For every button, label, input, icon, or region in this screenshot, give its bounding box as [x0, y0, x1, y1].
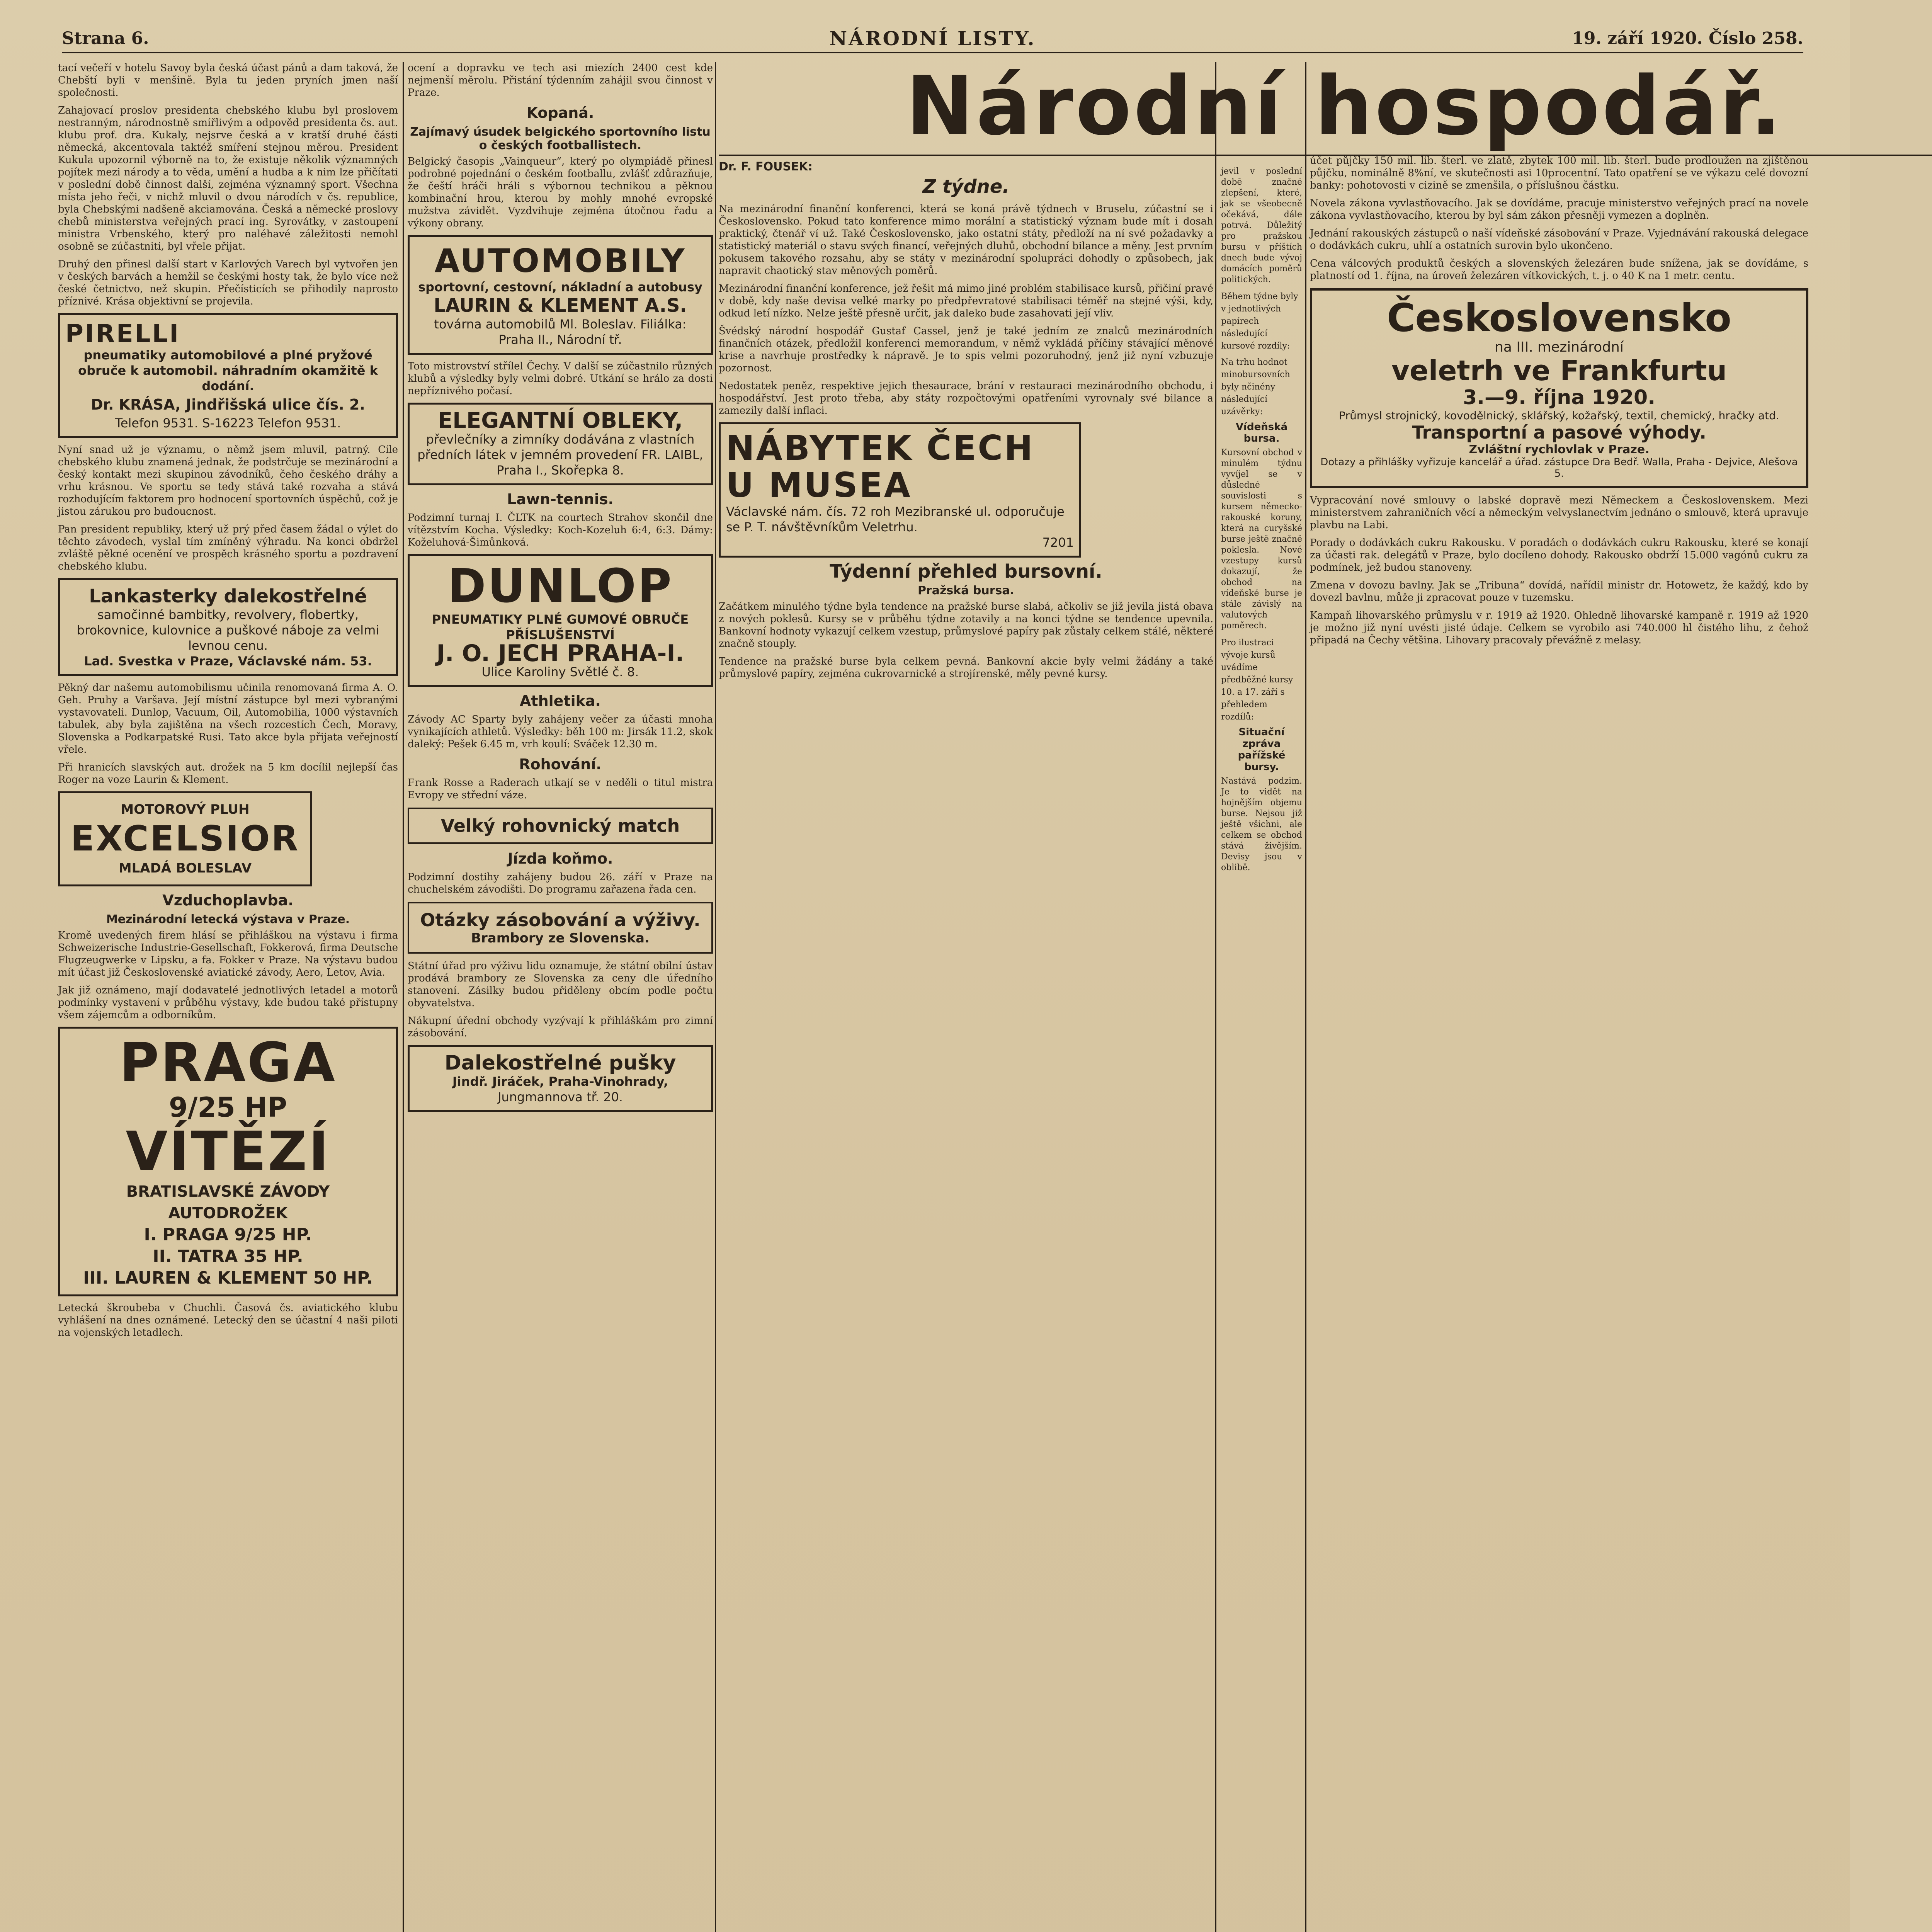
ad-sub: 9/25 HP [169, 1092, 287, 1123]
article-text: Kampaň lihovarského průmyslu v r. 1919 až 1920. Ohledně lihovarské kampaně r. 1919 až 1920 je možno již nyní uvésti jisté údaje. Celkem se vyrobilo asi 740.000 hl čistého lihu, z čehož připadá na Čechy většina. Lihovary pracovaly převážně z melasy. [1310, 610, 1808, 646]
article-text: Porady o dodávkách cukru Rakousku. V poradách o dodávkách cukru Rakousku, které se konají za účasti rak. delegátů v Praze, bylo docíleno dohody. Rakousko obdrží 15.000 vagónů cukru za podmínek, jež budou stanoveny. [1310, 537, 1808, 573]
section-heading: Situační zpráva pařížské bursy. [1238, 726, 1286, 773]
ad-brand: AUTOMOBILY [434, 242, 686, 280]
article-text: Kromě uvedených firem hlásí se přihláškou na výstavu i firma Schweizerische Industrie-Gesellschaft, Fokkerová, firma Deutsche Flugzeugwerke v Lipsku, a fa. Fokker v Praze. Na výstavu budou mít účast již Československé aviatické závody, Aero, Letov, Avia. [58, 930, 398, 978]
section-subheading: Mezinárodní letecká výstava v Praze. [106, 913, 350, 926]
column-rule [715, 62, 716, 1932]
article-text: účet půjčky 150 mil. lib. šterl. ve zlatě, zbytek 100 mil. lib. šterl. bude prodloužen na zjištěnou půjčku, nominálně 8%ní, ve skutečnosti asi 10procentní. Tato opatření se ve výkazu celé dovozní banky: pohotovosti v cizině se zmenšila, o příslušnou částku. [1310, 155, 1808, 191]
ad-sub: na III. mezinárodní [1495, 339, 1624, 355]
ad-title: pneumatiky automobilové a plné pryžové obruče k automobil. náhradním okamžitě k dodání. [78, 348, 378, 393]
article-text: Zahajovací proslov presidenta chebského klubu byl proslovem nestranným, národnostně smířlivým a odpověd presidenta čs. aut. klubu prof. dra. Kukaly, nejsrve česká a v kratší druhé části německá, akcentovala taktéž smíření stejnou měrou. President Kukula upozornil výborně na to, že existuje několik významných pojítek mezi národy a to věda, umění a hudba a k nim lze přičítati v poslední době činnost další, zejména významný sport. Všechna místa jeho řeči, v nichž mluvil o dvou národích v čs. republice, byla Chebskými nadšeně akciamována. Česká a německé proslovy chebů ministerstva veřejných prací ing. Syrovátky, v zastoupení ministra Vrbenského, který pro naléhavé záležitosti nemohl osobně se zúčastniti, byl vřele přijat. [58, 105, 398, 252]
article-text: Cena válcových produktů českých a slovenských železáren bude snížena, jak se dovídáme, s platností od 1. října, na úroveň železáren vítkovických, t. j. o 40 K na 1 metr. centu. [1310, 258, 1808, 282]
ad-contact: Dr. KRÁSA, Jindřišská ulice čís. 2. [91, 396, 365, 413]
article-text: Mezinárodní finanční konference, jež řešit má mimo jiné problém stabilisace kursů, přičiní pravé v době, kdy naše devisa velké marky po předpřevratové stabilisaci téměř na stejné výši, kdy, odkud letí nízko. Nelze ještě přesně určit, jak daleko bude zasahovati její vliv. [719, 283, 1213, 319]
ad-sub: sportovní, cestovní, nákladní a autobusy [418, 280, 702, 294]
article-text: Tendence na pražské burse byla celkem pevná. Bankovní akcie byly velmi žádány a také průmyslové papíry, zejména cukrovarnické a strojírenské, měly pevné kursy. [719, 656, 1213, 680]
article-text: Frank Rosse a Raderach utkají se v neděli o titul mistra Evropy ve střední váze. [408, 777, 713, 801]
ad-line: Transportní a pasové výhody. [1412, 422, 1706, 443]
article-text: Druhý den přinesl další start v Karlových Varech byl vytvořen jen v českých barvách a hemžil se českými hosty tak, že bylo více než české četnictvo, než skupin. Přečísticích se přihodily naprosto příznivé. Krása objektivní se projevila. [58, 259, 398, 307]
article-text: Podzimní dostihy zahájeny budou 26. září v Praze na chuchelském závodišti. Do programu zařazena řada cen. [408, 871, 713, 895]
ad-text: Václavské nám. čís. 72 roh Mezibranské ul. odporučuje se P. T. návštěvníkům Veletrhu. [726, 504, 1065, 534]
table-heading: Pro ilustraci vývoje kursů uvádíme předběžné kursy 10. a 17. září s přehledem rozdílů: [1221, 638, 1293, 722]
ad-brand: PIRELLI [65, 320, 180, 348]
ad-address: Ulice Karoliny Světlé č. 8. [481, 665, 639, 679]
ad-line: Zvláštní rychlovlak v Praze. [1469, 443, 1650, 456]
article-text: Toto mistrovství střílel Čechy. V další se zúčastnilo různých klubů a výsledky byly velmi dobré. Utkání se hrálo za dosti nepříznivého počasí. [408, 361, 713, 397]
article-title: Z týdne. [922, 176, 1010, 197]
box-title: Otázky zásobování a výživy. [420, 910, 701, 930]
lankasterky-advertisement [58, 578, 398, 676]
article-text: Jednání rakouských zástupců o naší vídeňské zásobování v Praze. Vyjednávání rakouská delegace o dodávkách cukru, uhlí a ostatních surovin bylo ukončeno. [1310, 228, 1808, 252]
dunlop-advertisement [408, 554, 713, 687]
ad-line: BRATISLAVSKÉ ZÁVODY AUTODROŽEK [126, 1183, 330, 1222]
section-banner: Národní hospodář. [719, 62, 1932, 156]
column-5 [1310, 155, 1808, 1932]
pusky-advertisement [408, 1045, 713, 1112]
ad-result: I. PRAGA 9/25 HP. [144, 1225, 312, 1245]
ad-title: Lankasterky dalekostřelné [89, 585, 367, 607]
ad-result: II. TATRA 35 HP. [153, 1247, 303, 1266]
ad-firm: Jindř. Jiráček, Praha-Vinohrady, [452, 1074, 668, 1089]
section-heading: Rohování. [519, 756, 602, 773]
article-text: Závody AC Sparty byly zahájeny večer za účasti mnoha vynikajících athletů. Výsledky: běh 100 m: Jirsák 11.2, skok daleký: Pešek 6.45 m, vrh koulí: Sváček 12.30 m. [408, 714, 713, 750]
ad-headline: VÍTĚZÍ [126, 1120, 330, 1183]
ad-brand: NÁBYTEK ČECH U MUSEA [726, 428, 1034, 505]
box-title: Velký rohovnický match [440, 815, 680, 836]
article-text: Pan president republiky, který už prý před časem žádal o výlet do těchto závodech, vyslal tím zmíněný výhradu. Na konci obdržel zvláště pěkné ocenění ve prospěch krásného sportu a pozdravení chebského klubu. [58, 524, 398, 572]
article-text: Belgický časopis „Vainqueur“, který po olympiádě přinesl podrobné pojednání o českém footballu, zvlášť zdůrazňuje, že čeští hráči hráli s výbornou technikou a pěknou kombinační hrou, kterou by mohly mnohé evropské mužstva závidět. Vyzdvihuje zejména útočnou řadu a výkony obrany. [408, 156, 713, 229]
table-heading: Na trhu hodnot minobursovních byly nčinény následující uzávěrky: [1221, 357, 1290, 417]
article-text: Podzimní turnaj I. ČLTK na courtech Strahov skončil dne vítězstvím Kocha. Výsledky: Koch-Kozeluh 6:4, 6:3. Dámy: Koželuhová-Šimůnková. [408, 512, 713, 548]
ad-firm: J. O. JECH PRAHA-I. [436, 640, 684, 667]
page-header [62, 25, 1803, 53]
frankfurt-fair-advertisement [1310, 288, 1808, 488]
ad-title: veletrh ve Frankfurtu [1391, 354, 1727, 387]
box-sub: Brambory ze Slovenska. [471, 930, 650, 946]
ad-brand: EXCELSIOR [70, 818, 300, 859]
pirelli-advertisement [58, 313, 398, 438]
section-heading: Athletika. [520, 692, 601, 709]
article-text: Jak již oznámeno, mají dodavatelé jednotlivých letadel a motorů podmínky vystavení v průběhu výstavy, kde budou také přístupny všem zájemcům a odborníkům. [58, 985, 398, 1021]
ad-title: ELEGANTNÍ OBLEKY, [438, 408, 683, 433]
section-heading: Kopaná. [526, 104, 594, 121]
column-4 [1221, 166, 1302, 1932]
article-text: Letecká škroubeba v Chuchli. Časová čs. aviatického klubu vyhlášení na dnes oznámené. Letecký den se účastní 4 naši piloti na vojenských letadlech. [58, 1302, 398, 1338]
obleky-advertisement [408, 403, 713, 485]
ad-text: samočinné bambitky, revolvery, flobertky, brokovnice, kulovnice a puškové náboje za velmi levnou cenu. [77, 607, 379, 653]
article-text: Nyní snad už je významu, o němž jsem mluvil, patrný. Cíle chebského klubu znamená jednak, že podstrčuje se mezinárodní a český kontakt mezi skupinou závodníků, čeho českého dráhy a vrhu krásnou. Ve sportu se tedy stává také rozvaha a stává rozhodujícím faktorem pro hodnocení sportovních úspěchů, což je jistou zárukou pro budoucnost. [58, 444, 398, 517]
column-rule [1215, 62, 1216, 1932]
ad-text: převlečníky a zimníky dodávána z vlastních předních látek v jemném provedení FR. LAIBL, Praha I., Skořepka 8. [417, 432, 703, 478]
rohovnicky-match-box [408, 808, 713, 844]
article-text: Novela zákona vyvlastňovacího. Jak se dovídáme, pracuje ministerstvo veřejných prací na novele zákona vyvlastňovacího, kterou by byl sám zákon přesněji vymezen a doplněn. [1310, 197, 1808, 221]
ad-line: MLADÁ BOLESLAV [118, 861, 252, 876]
ad-sub: PNEUMATIKY PLNÉ GUMOVÉ OBRUČE PŘÍSLUŠENSTVÍ [432, 612, 689, 642]
section-heading: Vídeňská bursa. [1235, 421, 1288, 444]
ad-headline: Československo [1387, 295, 1731, 340]
ad-title: Dalekostřelné pušky [444, 1051, 676, 1075]
ad-brand: DUNLOP [447, 560, 673, 613]
ad-text: Průmysl strojnický, kovodělnický, sklářský, kožařský, textil, chemický, hračky atd. [1339, 409, 1779, 422]
ad-line: MOTOROVÝ PLUH [121, 802, 250, 817]
section-subheading: Pražská bursa. [917, 584, 1015, 597]
article-text: Nákupní úřední obchody vyzývají k přihláškám pro zimní zásobování. [408, 1015, 713, 1039]
article-text: Při hranicích slavských aut. drožek na 5 km docílil nejlepší čas Roger na voze Laurin & Klement. [58, 762, 398, 786]
ad-dates: 3.—9. října 1920. [1463, 386, 1655, 409]
section-heading: Jízda koňmo. [507, 850, 613, 867]
ad-phone: Telefon 9531. S-16223 Telefon 9531. [115, 416, 341, 430]
article-text: Nedostatek peněz, respektive jejich thesaurace, brání v restauraci mezinárodního obchodu, i hospodářství. Jest proto třeba, aby státy rozpočtovými opatřeními vyrovnaly své bilance a zamezily další inflaci. [719, 380, 1213, 417]
article-text: Zmena v dovozu bavlny. Jak se „Tribuna“ dovídá, nařídil ministr dr. Hotowetz, že každý, kdo by dovezl bavlnu, může ji zpracovat pouze v tuzemsku. [1310, 580, 1808, 604]
article-text: jevil v poslední době značné zlepšení, které, jak se všeobecně očekává, dále potrvá. Důležitý pro pražskou bursu v příštích dnech bude vývoj domácích poměrů politických. [1221, 167, 1302, 284]
article-text: Nastává podzim. Je to vidět na hojnějším objemu burse. Nejsou již ještě všichni, ale celkem se obchod stává živějším. Devisy jsou v oblibě. [1221, 776, 1302, 872]
column-rule [403, 62, 404, 1932]
section-subheading: Zajímavý úsudek belgického sportovního listu o českých footballistech. [410, 125, 711, 152]
article-text: Pěkný dar našemu automobilismu učinila renomovaná firma A. O. Geh. Pruhy a Varšava. Její místní zástupce byl mezi vybranými vystavovateli. Dunlop, Vacuum, Oil, Automobilia, 1000 výstavních tabulek, aby byla zajištěna na všech rozcestích Čech, Moravy, Slovenska a Podkarpatské Rusi. Tato akce byla přijata veřejností vřele. [58, 682, 398, 755]
column-1 [58, 62, 398, 1932]
ad-firm: LAURIN & KLEMENT A.S. [434, 295, 687, 316]
article-text: Švédský národní hospodář Gustaf Cassel, jenž je také jedním ze znalců mezinárodních finančních otázek, předložil konferenci memorandum, v němž vykládá příčiny stávající měnové krise a navrhuje prostředky k nápravě. Je to spis velmi pozoruhodný, jenž již nyní vzbuzuje pozornost. [719, 325, 1213, 374]
article-text: Státní úřad pro výživu lidu oznamuje, že státní obilní ústav prodává brambory ze Slovenska za ceny dle úředního stanovení. Zásilky budou přiděleny obcím podle počtu obyvatelstva. [408, 960, 713, 1009]
masthead-title: NÁRODNÍ LISTY. [829, 27, 1036, 50]
page-number: Strana 6. [62, 29, 149, 48]
table-heading: Během týdne byly v jednotlivých papírech následující kursové rozdíly: [1221, 292, 1298, 351]
ad-contact: Lad. Svestka v Praze, Václavské nám. 53. [84, 654, 372, 668]
zasobovani-box [408, 902, 713, 954]
article-text: Začátkem minulého týdne byla tendence na pražské burse slabá, ačkoliv se již jevila jistá obava z nových poklesů. Kursy se v průběhu týdne zotavily a na konci týdne se tendence upevnila. Bankovní hodnoty vykazují celkem vzestup, průmyslové papíry pak zůstaly celkem stálé, některé značně stouply. [719, 601, 1213, 650]
column-2 [408, 62, 713, 1932]
article-text: ocení a dopravku ve tech asi miezích 2400 cest kde nejmenší měrolu. Přistání týdenním zahájil svou činnost v Praze. [408, 62, 713, 99]
ad-address: továrna automobilů Ml. Boleslav. Filiálka: Praha II., Národní tř. [434, 317, 687, 347]
ad-address: Jungmannova tř. 20. [498, 1090, 623, 1104]
ad-brand: PRAGA [119, 1031, 337, 1094]
praga-advertisement [58, 1027, 398, 1296]
automobily-advertisement [408, 235, 713, 355]
nabytek-advertisement [719, 422, 1081, 558]
article-text: Vypracování nové smlouvy o labské dopravě mezi Německem a Československem. Mezi ministerstvem zahraničních věcí a německým velvyslanectvím jednáno o smlouvě, která upravuje plavbu na Labi. [1310, 495, 1808, 531]
article-text: tací večeří v hotelu Savoy byla česká účast pánů a dam taková, že Chebští byli v menšině. Byla tu jeden pryních jmen naší společnosti. [58, 62, 398, 99]
issue-date: 19. září 1920. Číslo 258. [1572, 29, 1803, 48]
ad-result: III. LAUREN & KLEMENT 50 HP. [83, 1268, 373, 1288]
section-heading: Lawn-tennis. [507, 491, 614, 508]
author-byline: Dr. F. FOUSEK: [719, 160, 813, 173]
section-heading: Vzduchoplavba. [162, 892, 294, 909]
article-text: Na mezinárodní finanční konferenci, která se koná právě týdnech v Bruselu, zúčastní se i Československo. Pokud tato konference mimo morální a statistický význam bude mít i dosah praktický, čtenář ví už. Také Československo, jako ostatní státy, předloží na ní své požadavky a statistický materiál o stavu svých financí, veřejných dluhů, obchodní bilance a měny. Jest prvním pokusem takového rozsahu, aby se státy v mezinárodní spolupráci dohodly o způsobech, jak napravit chaotický stav měnových poměrů. [719, 203, 1213, 277]
ad-number: 7201 [1042, 535, 1074, 550]
article-text: Kursovní obchod v minulém týdnu vyvíjel se v důsledné souvislosti s kursem německo-rakouské koruny, která na curyšské burse ještě značně poklesla. Nové vzestupy kursů dokazují, že obchod na vídeňské burse je stále závislý na valutových poměrech. [1221, 448, 1302, 631]
excelsior-advertisement [58, 791, 312, 886]
section-heading: Týdenní přehled bursovní. [830, 561, 1102, 582]
column-rule [1305, 62, 1306, 1932]
ad-contact: Dotazy a přihlášky vyřizuje kancelář a úřad. zástupce Dra Bedř. Walla, Praha - Dejvice, Alešova 5. [1320, 456, 1798, 480]
